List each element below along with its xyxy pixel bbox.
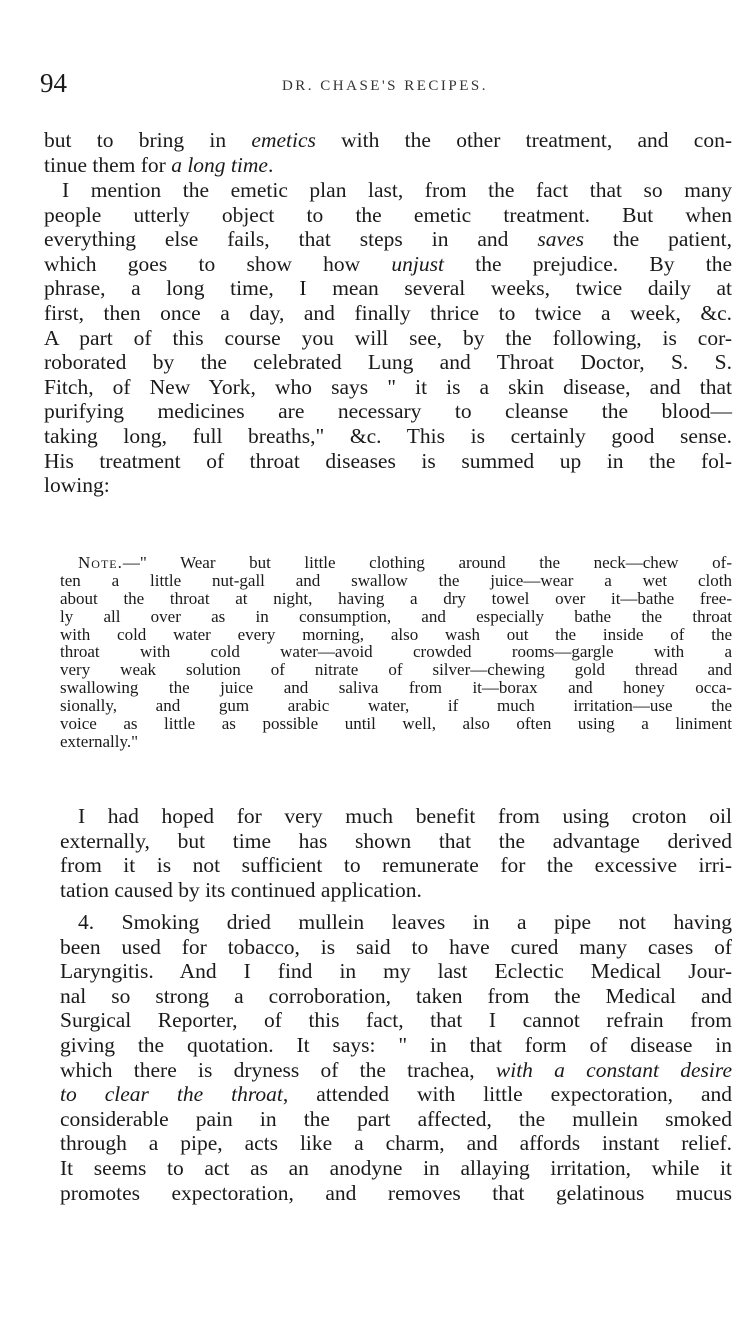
text-line: but to bring in emetics with the other treatment, and con-	[44, 128, 732, 152]
text-line: sionally, and gum arabic water, if much irritation—use the	[60, 696, 732, 716]
text-line: nal so strong a corroboration, taken from the Medical and	[60, 983, 732, 1008]
text-line: ly all over as in consumption, and especially bathe the throat	[60, 606, 732, 626]
paragraph-4	[60, 910, 732, 1205]
paragraph-2	[44, 178, 732, 498]
paragraph-3	[60, 804, 732, 902]
text-line: taking long, full breaths," &c. This is certainly good sense.	[44, 423, 732, 448]
text-line: It seems to act as an anodyne in allaying irritation, while it	[60, 1155, 732, 1180]
text-line: A part of this course you will see, by the following, is cor-	[44, 325, 732, 350]
text-line: lowing:	[44, 473, 110, 498]
text-line: externally, but time has shown that the advantage derived	[60, 828, 732, 853]
text-line: which there is dryness of the trachea, with a constant desire	[60, 1057, 732, 1082]
text-line: I had hoped for very much benefit from using croton oil	[78, 804, 732, 828]
text-line: giving the quotation. It says: " in that form of disease in	[60, 1032, 732, 1057]
note-label: Note.	[78, 553, 123, 572]
text-line: with cold water every morning, also wash out the inside of the	[60, 624, 732, 644]
text-line: purifying medicines are necessary to cleanse the blood—	[44, 399, 732, 424]
text-line: very weak solution of nitrate of silver—chewing gold thread and	[60, 660, 732, 680]
paragraph-1	[44, 128, 732, 177]
page-header	[40, 68, 730, 102]
text-line: Fitch, of New York, who says " it is a skin disease, and that	[44, 374, 732, 399]
text-line: people utterly object to the emetic treatment. But when	[44, 202, 732, 227]
page-number: 94	[40, 68, 67, 98]
text-line: His treatment of throat diseases is summed up in the fol-	[44, 448, 732, 473]
text-line: Note.—" Wear but little clothing around the neck—chew of-	[78, 553, 732, 572]
text-line: phrase, a long time, I mean several weeks, twice daily at	[44, 276, 732, 301]
text-line: roborated by the celebrated Lung and Throat Doctor, S. S.	[44, 350, 732, 375]
text-line: to clear the throat, attended with little expectoration, and	[60, 1082, 732, 1107]
text-line: ten a little nut-gall and swallow the juice—wear a wet cloth	[60, 570, 732, 590]
text-line: through a pipe, acts like a charm, and affords instant relief.	[60, 1131, 732, 1156]
text-line: first, then once a day, and finally thrice to twice a week, &c.	[44, 300, 732, 325]
text-line: voice as little as possible until well, also often using a liniment	[60, 714, 732, 734]
text-line: throat with cold water—avoid crowded rooms—gargle with a	[60, 642, 732, 662]
text-line: I mention the emetic plan last, from the fact that so many	[62, 178, 732, 202]
text-line: 4. Smoking dried mullein leaves in a pipe not having	[78, 910, 732, 934]
text-line: Surgical Reporter, of this fact, that I cannot refrain from	[60, 1008, 732, 1033]
note-block	[60, 554, 732, 751]
text-line: considerable pain in the part affected, the mullein smoked	[60, 1106, 732, 1131]
running-head: DR. CHASE'S RECIPES.	[281, 78, 489, 94]
text-line: about the throat at night, having a dry towel over it—bathe free-	[60, 588, 732, 608]
text-line: externally."	[60, 731, 139, 751]
text-line: Laryngitis. And I find in my last Eclectic Medical Jour-	[60, 959, 732, 984]
text-line: tation caused by its continued application.	[60, 877, 422, 902]
text-line: promotes expectoration, and removes that gelatinous mucus	[60, 1180, 732, 1205]
text-line: tinue them for a long time.	[44, 152, 274, 177]
text-line: everything else fails, that steps in and saves the patient,	[44, 227, 733, 252]
text-line: which goes to show how unjust the prejudice. By the	[44, 251, 732, 276]
text-line: from it is not sufficient to remunerate for the excessive irri-	[60, 853, 732, 878]
text-line: swallowing the juice and saliva from it—borax and honey occa-	[60, 678, 732, 698]
text-line: been used for tobacco, is said to have cured many cases of	[60, 934, 732, 959]
